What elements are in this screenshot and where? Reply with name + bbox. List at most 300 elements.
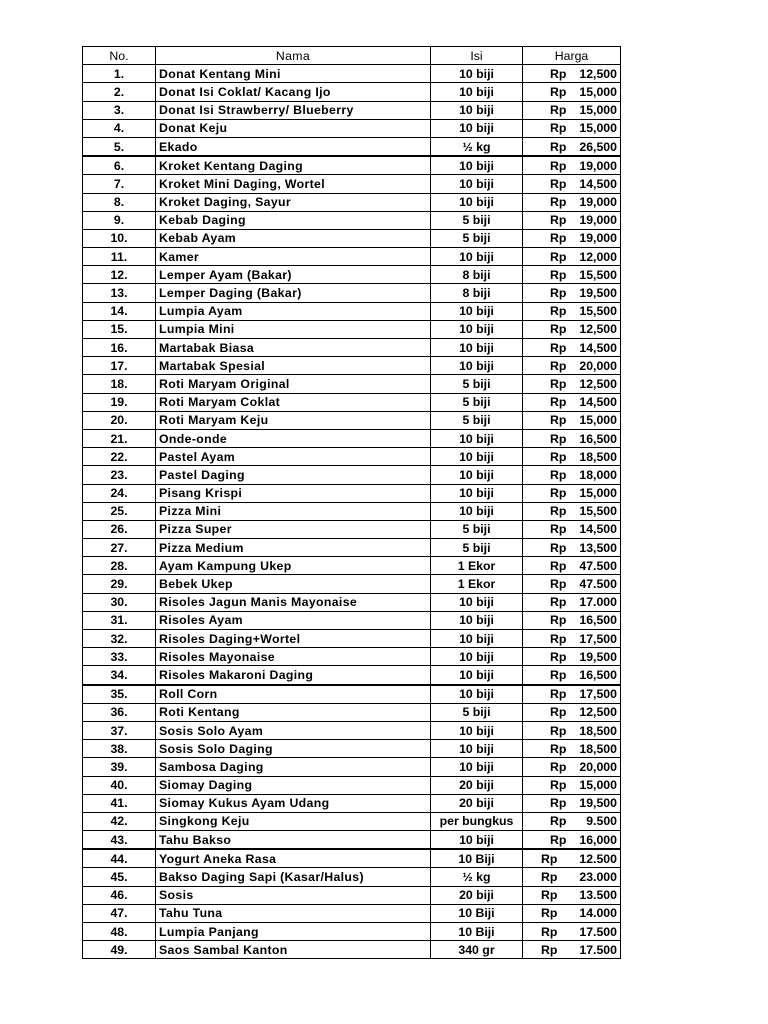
row-number: 38. — [83, 740, 156, 758]
item-price: 16,500 — [579, 431, 617, 446]
row-number: 25. — [83, 502, 156, 520]
table-row — [83, 812, 621, 830]
item-quantity: 20 biji — [431, 794, 523, 812]
row-number: 47. — [83, 904, 156, 922]
currency-label: Rp — [550, 558, 567, 573]
table-row — [83, 156, 621, 175]
item-price-cell — [523, 685, 621, 704]
item-price-cell — [523, 539, 621, 557]
item-price-cell — [523, 211, 621, 229]
item-price: 18,500 — [579, 723, 617, 738]
item-name: Kebab Daging — [156, 211, 431, 229]
item-price: 23.000 — [579, 870, 617, 885]
item-name: Sosis Solo Ayam — [156, 721, 431, 739]
item-price-cell — [523, 229, 621, 247]
item-quantity: 10 biji — [431, 193, 523, 211]
table-row — [83, 466, 621, 484]
table-row — [83, 448, 621, 466]
table-row — [83, 320, 621, 338]
currency-label: Rp — [550, 631, 567, 646]
currency-label: Rp — [550, 705, 567, 720]
currency-label: Rp — [550, 759, 567, 774]
currency-label: Rp — [550, 103, 567, 118]
item-quantity: 10 Biji — [431, 923, 523, 941]
item-name: Sosis Solo Daging — [156, 740, 431, 758]
item-quantity: 5 biji — [431, 211, 523, 229]
item-price-cell — [523, 703, 621, 721]
row-number: 8. — [83, 193, 156, 211]
item-price: 15,000 — [579, 486, 617, 501]
table-row — [83, 904, 621, 922]
table-row — [83, 758, 621, 776]
table-row — [83, 685, 621, 704]
row-number: 45. — [83, 868, 156, 886]
item-name: Risoles Jagun Manis Mayonaise — [156, 593, 431, 611]
item-quantity: 10 biji — [431, 448, 523, 466]
item-price: 17,500 — [579, 631, 617, 646]
row-number: 26. — [83, 520, 156, 538]
currency-label: Rp — [550, 687, 567, 702]
item-quantity: 10 biji — [431, 484, 523, 502]
item-price-cell — [523, 831, 621, 850]
item-price: 15,500 — [579, 504, 617, 519]
item-name: Saos Sambal Kanton — [156, 941, 431, 959]
item-price-cell — [523, 520, 621, 538]
item-price-cell — [523, 357, 621, 375]
item-price-cell — [523, 339, 621, 357]
row-number: 13. — [83, 284, 156, 302]
header-no: No. — [83, 47, 156, 65]
item-price-cell — [523, 484, 621, 502]
item-price: 13.500 — [579, 888, 617, 903]
row-number: 14. — [83, 302, 156, 320]
item-price: 18,500 — [579, 741, 617, 756]
table-header-row — [83, 47, 621, 65]
row-number: 33. — [83, 648, 156, 666]
item-price: 20,000 — [579, 759, 617, 774]
item-price-cell — [523, 448, 621, 466]
currency-label: Rp — [550, 613, 567, 628]
item-price: 16,500 — [579, 613, 617, 628]
currency-label: Rp — [550, 66, 567, 81]
item-price: 17.000 — [579, 595, 617, 610]
item-quantity: 10 biji — [431, 466, 523, 484]
currency-label: Rp — [550, 486, 567, 501]
table-row — [83, 868, 621, 886]
table-row — [83, 776, 621, 794]
row-number: 24. — [83, 484, 156, 502]
row-number: 49. — [83, 941, 156, 959]
currency-label: Rp — [550, 158, 567, 173]
item-quantity: 10 Biji — [431, 904, 523, 922]
item-price-cell — [523, 411, 621, 429]
item-quantity: 10 biji — [431, 320, 523, 338]
item-price-cell — [523, 611, 621, 629]
table-row — [83, 593, 621, 611]
item-price: 17,500 — [579, 687, 617, 702]
item-price-cell — [523, 320, 621, 338]
item-name: Kroket Kentang Daging — [156, 156, 431, 175]
item-name: Sambosa Daging — [156, 758, 431, 776]
table-row — [83, 193, 621, 211]
item-price: 18,500 — [579, 449, 617, 464]
item-price: 12,500 — [579, 322, 617, 337]
item-quantity: 10 biji — [431, 630, 523, 648]
item-name: Pastel Ayam — [156, 448, 431, 466]
currency-label: Rp — [550, 376, 567, 391]
item-price: 13,500 — [579, 540, 617, 555]
currency-label: Rp — [550, 304, 567, 319]
row-number: 44. — [83, 849, 156, 868]
item-price-cell — [523, 248, 621, 266]
item-price: 12,500 — [579, 705, 617, 720]
currency-label: Rp — [550, 358, 567, 373]
item-name: Lumpia Panjang — [156, 923, 431, 941]
item-price: 47.500 — [579, 558, 617, 573]
table-row — [83, 119, 621, 137]
currency-label: Rp — [541, 888, 558, 903]
table-row — [83, 611, 621, 629]
currency-label: Rp — [541, 906, 558, 921]
currency-label: Rp — [541, 851, 558, 866]
row-number: 19. — [83, 393, 156, 411]
item-price-cell — [523, 466, 621, 484]
table-row — [83, 101, 621, 119]
item-price: 9.500 — [586, 814, 617, 829]
table-row — [83, 502, 621, 520]
item-name: Siomay Kukus Ayam Udang — [156, 794, 431, 812]
item-price-cell — [523, 794, 621, 812]
item-price-cell — [523, 393, 621, 411]
item-name: Singkong Keju — [156, 812, 431, 830]
item-quantity: 10 biji — [431, 65, 523, 83]
currency-label: Rp — [550, 195, 567, 210]
item-quantity: 10 biji — [431, 119, 523, 137]
item-quantity: 5 biji — [431, 539, 523, 557]
item-name: Bakso Daging Sapi (Kasar/Halus) — [156, 868, 431, 886]
item-name: Kebab Ayam — [156, 229, 431, 247]
item-quantity: 1 Ekor — [431, 557, 523, 575]
item-price-cell — [523, 137, 621, 156]
row-number: 46. — [83, 886, 156, 904]
table-row — [83, 941, 621, 959]
row-number: 35. — [83, 685, 156, 704]
table-row — [83, 65, 621, 83]
item-price-cell — [523, 119, 621, 137]
table-row — [83, 429, 621, 447]
item-quantity: 10 biji — [431, 339, 523, 357]
row-number: 48. — [83, 923, 156, 941]
item-name: Lemper Ayam (Bakar) — [156, 266, 431, 284]
item-quantity: 5 biji — [431, 411, 523, 429]
item-quantity: 10 biji — [431, 357, 523, 375]
currency-label: Rp — [550, 667, 567, 682]
item-name: Lemper Daging (Bakar) — [156, 284, 431, 302]
row-number: 1. — [83, 65, 156, 83]
table-row — [83, 886, 621, 904]
item-quantity: 10 biji — [431, 831, 523, 850]
row-number: 34. — [83, 666, 156, 685]
table-row — [83, 137, 621, 156]
item-price: 47.500 — [579, 577, 617, 592]
item-price: 19,000 — [579, 158, 617, 173]
row-number: 28. — [83, 557, 156, 575]
item-name: Pastel Daging — [156, 466, 431, 484]
currency-label: Rp — [550, 814, 567, 829]
item-quantity: 5 biji — [431, 703, 523, 721]
item-price: 17.500 — [579, 924, 617, 939]
item-price-cell — [523, 375, 621, 393]
item-quantity: 10 biji — [431, 101, 523, 119]
item-quantity: ½ kg — [431, 868, 523, 886]
table-row — [83, 557, 621, 575]
table-row — [83, 339, 621, 357]
currency-label: Rp — [550, 139, 567, 154]
item-quantity: 10 biji — [431, 648, 523, 666]
item-name: Donat Keju — [156, 119, 431, 137]
item-name: Risoles Ayam — [156, 611, 431, 629]
item-price-cell — [523, 630, 621, 648]
item-name: Risoles Daging+Wortel — [156, 630, 431, 648]
item-name: Onde-onde — [156, 429, 431, 447]
header-isi: Isi — [431, 47, 523, 65]
table-row — [83, 175, 621, 193]
item-quantity: 5 biji — [431, 375, 523, 393]
item-quantity: 20 biji — [431, 886, 523, 904]
item-name: Ekado — [156, 137, 431, 156]
item-price-cell — [523, 175, 621, 193]
row-number: 43. — [83, 831, 156, 850]
row-number: 27. — [83, 539, 156, 557]
item-name: Kamer — [156, 248, 431, 266]
table-row — [83, 923, 621, 941]
item-quantity: 5 biji — [431, 229, 523, 247]
currency-label: Rp — [550, 231, 567, 246]
item-price: 15,000 — [579, 121, 617, 136]
item-price: 15,000 — [579, 413, 617, 428]
item-quantity: 5 biji — [431, 520, 523, 538]
currency-label: Rp — [550, 249, 567, 264]
row-number: 42. — [83, 812, 156, 830]
row-number: 16. — [83, 339, 156, 357]
item-quantity: 10 biji — [431, 502, 523, 520]
item-price: 15,000 — [579, 778, 617, 793]
table-row — [83, 794, 621, 812]
currency-label: Rp — [550, 84, 567, 99]
item-price: 15,000 — [579, 84, 617, 99]
table-row — [83, 630, 621, 648]
row-number: 18. — [83, 375, 156, 393]
item-quantity: 10 biji — [431, 758, 523, 776]
item-quantity: 10 biji — [431, 685, 523, 704]
row-number: 21. — [83, 429, 156, 447]
table-row — [83, 411, 621, 429]
table-row — [83, 703, 621, 721]
item-name: Donat Isi Coklat/ Kacang Ijo — [156, 83, 431, 101]
currency-label: Rp — [550, 522, 567, 537]
item-price-cell — [523, 284, 621, 302]
item-quantity: 10 biji — [431, 156, 523, 175]
item-quantity: 8 biji — [431, 266, 523, 284]
item-quantity: 10 biji — [431, 593, 523, 611]
item-name: Siomay Daging — [156, 776, 431, 794]
item-name: Pizza Mini — [156, 502, 431, 520]
table-row — [83, 266, 621, 284]
item-price: 18,000 — [579, 467, 617, 482]
item-price-cell — [523, 575, 621, 593]
table-row — [83, 357, 621, 375]
item-price-cell — [523, 941, 621, 959]
item-quantity: 10 biji — [431, 666, 523, 685]
row-number: 22. — [83, 448, 156, 466]
table-row — [83, 302, 621, 320]
item-name: Tahu Tuna — [156, 904, 431, 922]
currency-label: Rp — [550, 723, 567, 738]
item-price-cell — [523, 593, 621, 611]
item-name: Roll Corn — [156, 685, 431, 704]
item-price-cell — [523, 812, 621, 830]
table-row — [83, 849, 621, 868]
item-quantity: 5 biji — [431, 393, 523, 411]
currency-label: Rp — [550, 741, 567, 756]
item-quantity: 10 biji — [431, 302, 523, 320]
item-price-cell — [523, 156, 621, 175]
table-row — [83, 375, 621, 393]
price-list-table — [82, 46, 621, 959]
table-row — [83, 539, 621, 557]
item-name: Pisang Krispi — [156, 484, 431, 502]
header-nama: Nama — [156, 47, 431, 65]
row-number: 41. — [83, 794, 156, 812]
item-price: 17.500 — [579, 942, 617, 957]
item-name: Donat Isi Strawberry/ Blueberry — [156, 101, 431, 119]
item-quantity: 10 biji — [431, 611, 523, 629]
item-price-cell — [523, 302, 621, 320]
row-number: 39. — [83, 758, 156, 776]
row-number: 36. — [83, 703, 156, 721]
item-price: 19,000 — [579, 231, 617, 246]
row-number: 5. — [83, 137, 156, 156]
item-price: 14,500 — [579, 522, 617, 537]
currency-label: Rp — [541, 942, 558, 957]
row-number: 12. — [83, 266, 156, 284]
table-row — [83, 229, 621, 247]
item-quantity: 10 biji — [431, 83, 523, 101]
item-quantity: 10 biji — [431, 175, 523, 193]
header-harga: Harga — [523, 47, 621, 65]
row-number: 6. — [83, 156, 156, 175]
currency-label: Rp — [550, 796, 567, 811]
item-quantity: 1 Ekor — [431, 575, 523, 593]
item-quantity: per bungkus — [431, 812, 523, 830]
currency-label: Rp — [550, 778, 567, 793]
currency-label: Rp — [550, 595, 567, 610]
item-price: 15,500 — [579, 304, 617, 319]
row-number: 11. — [83, 248, 156, 266]
currency-label: Rp — [550, 322, 567, 337]
item-name: Martabak Spesial — [156, 357, 431, 375]
row-number: 7. — [83, 175, 156, 193]
item-price-cell — [523, 101, 621, 119]
currency-label: Rp — [550, 121, 567, 136]
item-name: Martabak Biasa — [156, 339, 431, 357]
item-price: 19,000 — [579, 213, 617, 228]
currency-label: Rp — [550, 540, 567, 555]
item-quantity: 340 gr — [431, 941, 523, 959]
item-price: 19,000 — [579, 195, 617, 210]
row-number: 40. — [83, 776, 156, 794]
item-price-cell — [523, 886, 621, 904]
table-row — [83, 740, 621, 758]
item-price-cell — [523, 557, 621, 575]
item-price: 14,500 — [579, 176, 617, 191]
item-name: Roti Maryam Keju — [156, 411, 431, 429]
item-price: 16,500 — [579, 667, 617, 682]
item-name: Kroket Mini Daging, Wortel — [156, 175, 431, 193]
currency-label: Rp — [550, 449, 567, 464]
item-price-cell — [523, 429, 621, 447]
row-number: 4. — [83, 119, 156, 137]
item-price: 19,500 — [579, 796, 617, 811]
item-name: Roti Maryam Coklat — [156, 393, 431, 411]
item-price: 19,500 — [579, 649, 617, 664]
item-quantity: 10 biji — [431, 248, 523, 266]
item-price: 20,000 — [579, 358, 617, 373]
item-name: Lumpia Mini — [156, 320, 431, 338]
table-row — [83, 484, 621, 502]
item-price: 26,500 — [579, 139, 617, 154]
row-number: 15. — [83, 320, 156, 338]
table-row — [83, 248, 621, 266]
currency-label: Rp — [550, 286, 567, 301]
item-price-cell — [523, 721, 621, 739]
item-quantity: 10 biji — [431, 429, 523, 447]
item-price-cell — [523, 868, 621, 886]
item-name: Sosis — [156, 886, 431, 904]
item-name: Tahu Bakso — [156, 831, 431, 850]
item-name: Ayam Kampung Ukep — [156, 557, 431, 575]
item-price: 14,500 — [579, 340, 617, 355]
currency-label: Rp — [550, 832, 567, 847]
item-price-cell — [523, 193, 621, 211]
table-row — [83, 648, 621, 666]
item-price: 16,000 — [579, 832, 617, 847]
item-price: 12,000 — [579, 249, 617, 264]
item-name: Lumpia Ayam — [156, 302, 431, 320]
currency-label: Rp — [541, 924, 558, 939]
item-price-cell — [523, 776, 621, 794]
table-row — [83, 83, 621, 101]
item-price-cell — [523, 83, 621, 101]
currency-label: Rp — [550, 213, 567, 228]
item-price-cell — [523, 666, 621, 685]
row-number: 3. — [83, 101, 156, 119]
row-number: 37. — [83, 721, 156, 739]
item-price: 12.500 — [579, 851, 617, 866]
table-row — [83, 393, 621, 411]
item-price-cell — [523, 849, 621, 868]
item-quantity: 20 biji — [431, 776, 523, 794]
item-name: Bebek Ukep — [156, 575, 431, 593]
item-name: Pizza Super — [156, 520, 431, 538]
item-name: Yogurt Aneka Rasa — [156, 849, 431, 868]
row-number: 17. — [83, 357, 156, 375]
currency-label: Rp — [550, 395, 567, 410]
currency-label: Rp — [541, 870, 558, 885]
row-number: 9. — [83, 211, 156, 229]
table-row — [83, 721, 621, 739]
row-number: 23. — [83, 466, 156, 484]
